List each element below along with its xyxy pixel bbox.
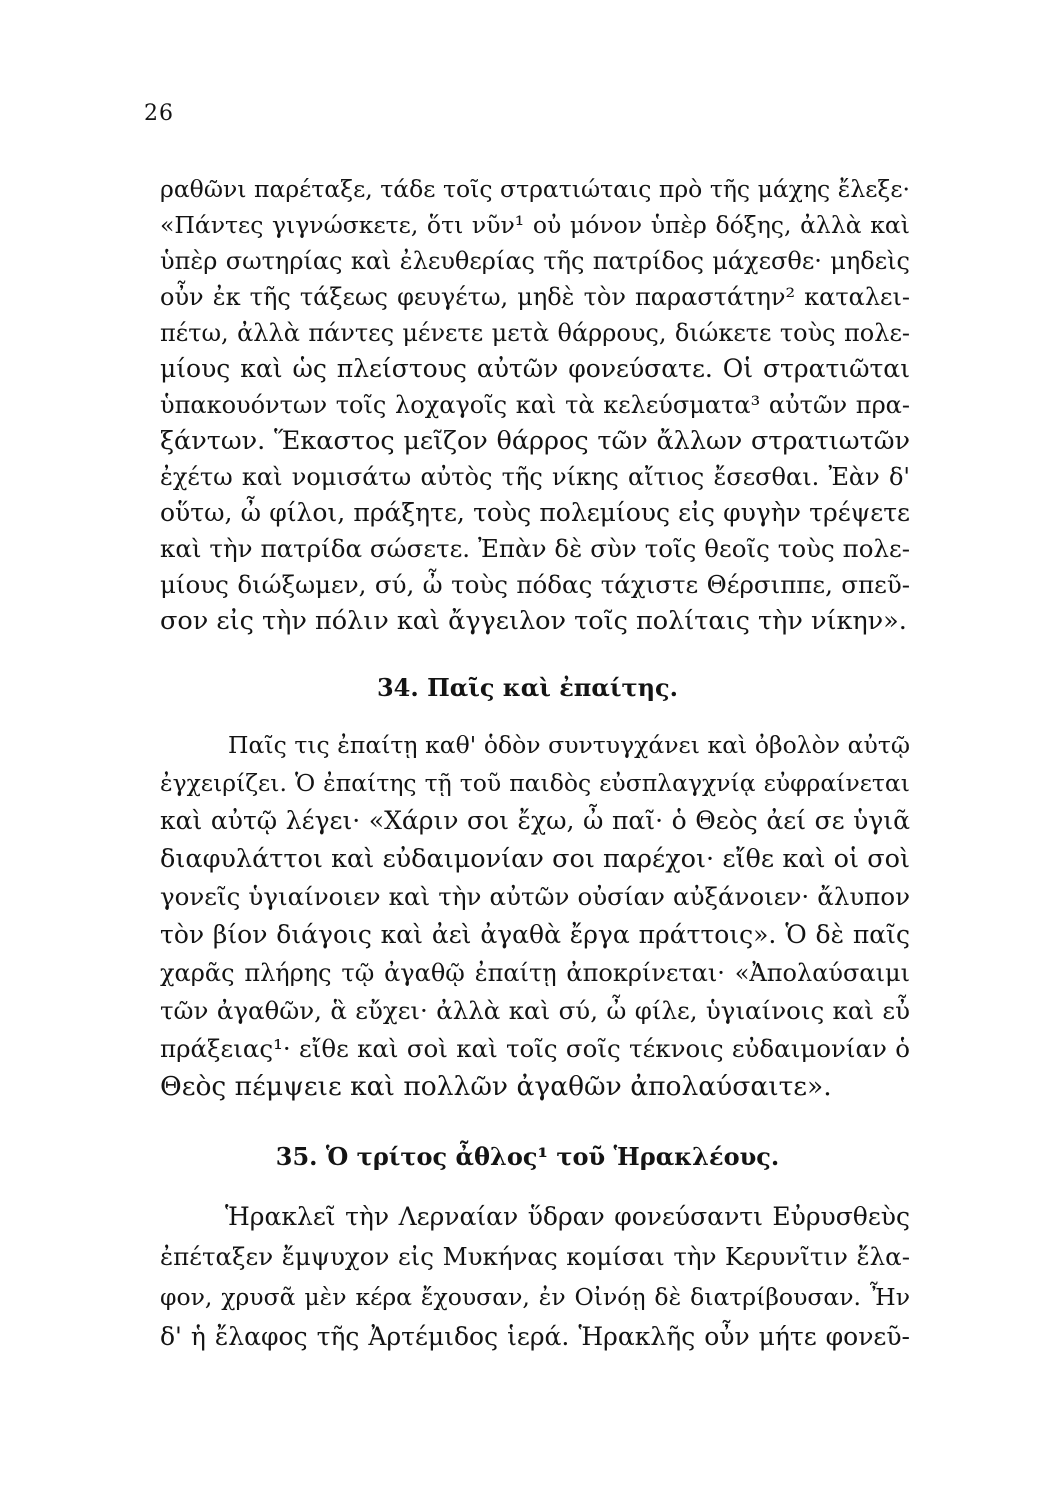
text-line: ἐπέταξεν ἔμψυχον εἰς Μυκήνας κομίσαι τὴν Κερυνῖτιν ἔλα-	[160, 1242, 910, 1271]
text-line: ἐγχειρίζει. Ὁ ἐπαίτης τῇ τοῦ παιδὸς εὐσπλαγχνίᾳ εὐφραίνεται	[160, 769, 910, 797]
text-line: «Πάντες γιγνώσκετε, ὅτι νῦν¹ οὐ μόνον ὑπὲρ δόξης, ἀλλὰ καὶ	[160, 211, 910, 239]
text-line: πράξειας¹· εἴθε καὶ σοὶ καὶ τοῖς σοῖς τέκνοις εὐδαιμονίαν ὁ	[160, 1034, 910, 1063]
text-line: ὑπὲρ σωτηρίας καὶ ἐλευθερίας τῆς πατρίδος μάχεσθε· μηδεὶς	[160, 247, 910, 275]
text-line: σον εἰς τὴν πόλιν καὶ ἄγγειλον τοῖς πολίταις τὴν νίκην».	[160, 606, 907, 636]
text-line: καὶ τὴν πατρίδα σώσετε. Ἐπὰν δὲ σὺν τοῖς θεοῖς τοὺς πολε-	[160, 534, 910, 563]
text-line: ραθῶνι παρέταξε, τάδε τοῖς στρατιώταις πρὸ τῆς μάχης ἔλεξε·	[160, 175, 910, 203]
text-line: χαρᾶς πλήρης τῷ ἀγαθῷ ἐπαίτῃ ἀποκρίνεται· «Ἀπολαύσαιμι	[160, 959, 910, 987]
text-line: τῶν ἀγαθῶν, ἃ εὔχει· ἀλλὰ καὶ σύ, ὦ φίλε, ὑγιαίνοις καὶ εὖ	[160, 996, 910, 1025]
text-line: ξάντων. Ἕκαστος μεῖζον θάρρος τῶν ἄλλων στρατιωτῶν	[160, 426, 910, 456]
page-number: 26	[144, 101, 174, 126]
text-line: ὑπακουόντων τοῖς λοχαγοῖς καὶ τὰ κελεύσματα³ αὐτῶν πρα-	[160, 391, 910, 419]
text-line: διαφυλάττοι καὶ εὐδαιμονίαν σοι παρέχοι· εἴθε καὶ οἱ σοὶ	[160, 844, 910, 874]
text-line: Παῖς τις ἐπαίτῃ καθ' ὁδὸν συντυγχάνει καὶ ὀβολὸν αὐτῷ	[228, 731, 910, 759]
text-line: γονεῖς ὑγιαίνοιεν καὶ τὴν αὐτῶν οὐσίαν αὐξάνοιεν· ἄλυπον	[160, 882, 910, 911]
text-line: Θεὸς πέμψειε καὶ πολλῶν ἀγαθῶν ἀπολαύσαιτε».	[160, 1071, 832, 1102]
text-line: μίους καὶ ὡς πλείστους αὐτῶν φονεύσατε. Οἱ στρατιῶται	[160, 354, 910, 383]
section-heading-35: 35. Ὁ τρίτος ἆθλος¹ τοῦ Ἡρακλέους.	[275, 1142, 780, 1171]
text-line: φον, χρυσᾶ μὲν κέρα ἔχουσαν, ἐν Οἰνόῃ δὲ διατρίβουσαν. Ἦν	[160, 1283, 910, 1311]
section-heading-34: 34. Παῖς καὶ ἐπαίτης.	[376, 673, 679, 702]
text-line: οὕτω, ὦ φίλοι, πράξητε, τοὺς πολεμίους εἰς φυγὴν τρέψετε	[160, 498, 910, 527]
text-line: οὖν ἐκ τῆς τάξεως φευγέτω, μηδὲ τὸν παραστάτην² καταλει-	[160, 283, 910, 311]
text-line: μίους διώξωμεν, σύ, ὦ τοὺς πόδας τάχιστε Θέρσιππε, σπεῦ-	[160, 570, 910, 599]
text-line: πέτω, ἀλλὰ πάντες μένετε μετὰ θάρρους, διώκετε τοὺς πολε-	[160, 319, 910, 347]
text-line: καὶ αὐτῷ λέγει· «Χάριν σοι ἔχω, ὦ παῖ· ὁ Θεὸς ἀεί σε ὑγιᾶ	[160, 806, 910, 835]
text-line: Ἡρακλεῖ τὴν Λερναίαν ὕδραν φονεύσαντι Εὐρυσθεὺς	[225, 1202, 910, 1231]
text-line: ἐχέτω καὶ νομισάτω αὐτὸς τῆς νίκης αἴτιος ἔσεσθαι. Ἐὰν δ'	[160, 463, 910, 491]
text-line: τὸν βίον διάγοις καὶ ἀεὶ ἀγαθὰ ἔργα πράττοις». Ὁ δὲ παῖς	[160, 920, 910, 949]
text-line: δ' ἡ ἔλαφος τῆς Ἀρτέμιδος ἱερά. Ἡρακλῆς οὖν μήτε φονεῦ-	[160, 1322, 910, 1351]
